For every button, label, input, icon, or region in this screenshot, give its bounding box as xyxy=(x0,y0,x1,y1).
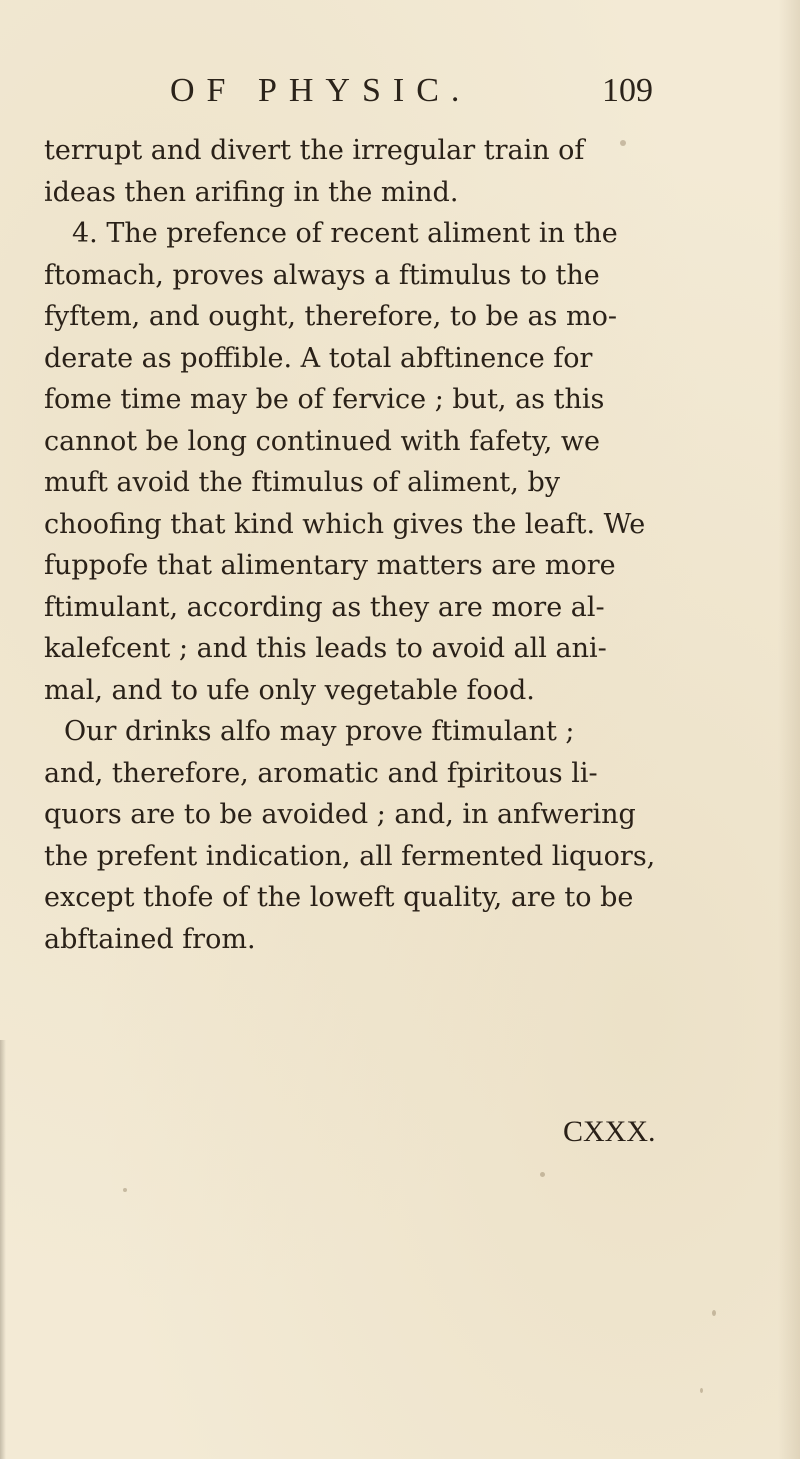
text-line: muft avoid the ftimulus of aliment, by xyxy=(44,467,560,498)
text-line: ftimulant, according as they are more al- xyxy=(44,591,605,623)
text-line: quors are to be avoided ; and, in anfwering xyxy=(44,799,636,830)
paper-speck xyxy=(540,1172,545,1177)
text-line: mal, and to ufe only vegetable food. xyxy=(44,674,535,706)
catchword: CXXX. xyxy=(563,1115,656,1148)
text-line: 4. The prefence of recent aliment in the xyxy=(72,218,618,249)
text-line: ideas then arifing in the mind. xyxy=(44,176,459,208)
text-line: choofing that kind which gives the leaft. We xyxy=(44,508,646,540)
gutter-shadow xyxy=(0,1040,6,1459)
page-edge-shadow xyxy=(778,0,800,1459)
paper-speck xyxy=(620,140,626,146)
text-line: fyftem, and ought, therefore, to be as mo- xyxy=(44,301,617,332)
running-head: OF PHYSIC. xyxy=(170,72,472,109)
body-text xyxy=(44,130,664,960)
text-line: Our drinks alfo may prove ftimulant ; xyxy=(64,716,575,747)
paper-speck xyxy=(700,1388,703,1393)
text-line: and, therefore, aromatic and fpiritous li- xyxy=(44,757,598,789)
page-number: 109 xyxy=(602,72,653,109)
text-line: terrupt and divert the irregular train of xyxy=(44,135,585,166)
text-line: fuppofe that alimentary matters are more xyxy=(44,550,616,581)
text-line: the prefent indication, all fermented liquors, xyxy=(44,840,656,872)
text-line: fome time may be of fervice ; but, as this xyxy=(44,384,605,415)
text-line: kalefcent ; and this leads to avoid all ani- xyxy=(44,633,607,664)
text-line: except thofe of the loweft quality, are to be xyxy=(44,882,634,913)
page-header xyxy=(0,72,800,116)
paper-speck xyxy=(712,1310,716,1316)
text-line: derate as poffible. A total abftinence for xyxy=(44,342,593,374)
text-line: cannot be long continued with fafety, we xyxy=(44,425,600,457)
paper-speck xyxy=(123,1188,127,1192)
text-line: ftomach, proves always a ftimulus to the xyxy=(44,259,600,291)
text-line: abftained from. xyxy=(44,923,256,955)
